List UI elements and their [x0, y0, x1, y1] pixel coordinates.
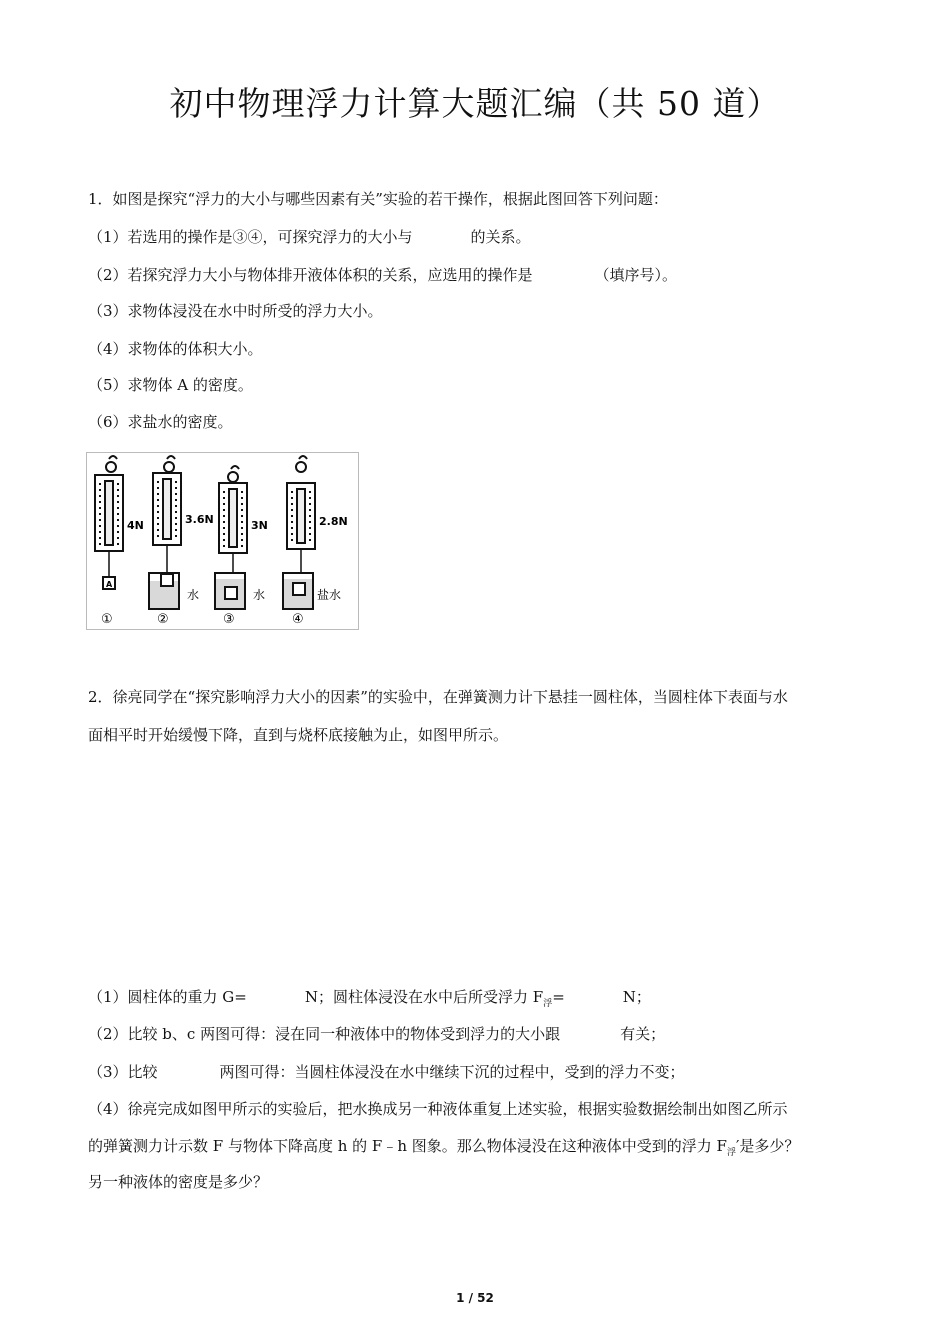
- q1-part2: [88, 264, 677, 285]
- q2-part4-line3: 另一种液体的密度是多少？: [88, 1173, 269, 1191]
- spring-scale-1: [95, 456, 123, 589]
- q2-stem-line1: 2．徐亮同学在“探究影响浮力大小的因素”的实验中，在弹簧测力计下悬挂一圆柱体，当圆柱体下表面与水: [88, 688, 788, 706]
- q1-stem: 1．如图是探究“浮力的大小与哪些因素有关”实验的若干操作，根据此图回答下列问题：: [88, 190, 668, 208]
- q2-part1-mid: N；圆柱体浸没在水中后所受浮力 F: [304, 988, 544, 1006]
- spring-scale-4: [283, 456, 315, 609]
- q1-part1: [88, 226, 531, 247]
- q2-part3-tail: 两图可得：当圆柱体浸没在水中继续下沉的过程中，受到的浮力不变；: [219, 1063, 685, 1081]
- reading-4: 2.8N: [319, 515, 348, 528]
- reading-3: 3N: [251, 519, 268, 532]
- q2-part1-text: （1）圆柱体的重力 G=: [88, 988, 247, 1006]
- q2-part3-text: （3）比较: [88, 1063, 158, 1081]
- q2-part2-tail: 有关；: [620, 1025, 666, 1043]
- q2-part4-subscript: 浮: [726, 1148, 736, 1158]
- figure-label-2: ②: [157, 612, 169, 627]
- q2-part4-line2: [88, 1135, 799, 1158]
- q2-stem-line2: 面相平时开始缓慢下降，直到与烧杯底接触为止，如图甲所示。: [88, 726, 509, 744]
- q2-part1-subscript: 浮: [543, 999, 553, 1009]
- q2-part4-line1: （4）徐亮完成如图甲所示的实验后，把水换成另一种液体重复上述实验，根据实验数据绘制出如图乙所示: [88, 1100, 788, 1118]
- liquid-label-3: 水: [253, 588, 266, 602]
- q2-part4-text: 的弹簧测力计示数 F 与物体下降高度 h 的 F﹣h 图象。那么物体浸没在这种液体中受到的浮力 F: [88, 1137, 727, 1155]
- q1-part1-text: （1）若选用的操作是③④，可探究浮力的大小与: [88, 228, 413, 246]
- q2-part2-text: （2）比较 b、c 两图可得：浸在同一种液体中的物体受到浮力的大小跟: [88, 1025, 561, 1043]
- page-number: 1 / 52: [456, 1291, 494, 1305]
- liquid-label-4: 盐水: [317, 588, 342, 602]
- reading-2: 3.6N: [185, 513, 214, 526]
- q1-part4: （4）求物体的体积大小。: [88, 340, 263, 358]
- spring-scale-2: [149, 456, 181, 609]
- figure-label-4: ④: [292, 612, 304, 627]
- q1-part2-text: （2）若探究浮力大小与物体排开液体体积的关系，应选用的操作是: [88, 266, 533, 284]
- q1-part3: （3）求物体浸没在水中时所受的浮力大小。: [88, 302, 383, 320]
- liquid-label-2: 水: [187, 588, 200, 602]
- q1-part6: （6）求盐水的密度。: [88, 413, 233, 431]
- spring-scale-3: [215, 466, 247, 609]
- figure-label-3: ③: [223, 612, 235, 627]
- reading-1: 4N: [127, 519, 144, 532]
- q1-part5: （5）求物体 A 的密度。: [88, 376, 253, 394]
- q1-part1-tail: 的关系。: [470, 228, 531, 246]
- q2-part4-tail: ′是多少？: [735, 1137, 800, 1155]
- q2-part2: [88, 1023, 665, 1044]
- spring-scale-figure: [86, 452, 359, 630]
- q2-part1: [88, 986, 651, 1009]
- q2-part1-eq: =: [552, 988, 565, 1006]
- q2-part1-tail: N；: [622, 988, 651, 1006]
- q1-part2-tail: （填序号）。: [594, 266, 678, 284]
- page-title: 初中物理浮力计算大题汇编（共 50 道）: [169, 84, 781, 123]
- figure-label-1: ①: [101, 612, 113, 627]
- q2-part3: [88, 1061, 685, 1082]
- object-label-1: A: [106, 580, 113, 589]
